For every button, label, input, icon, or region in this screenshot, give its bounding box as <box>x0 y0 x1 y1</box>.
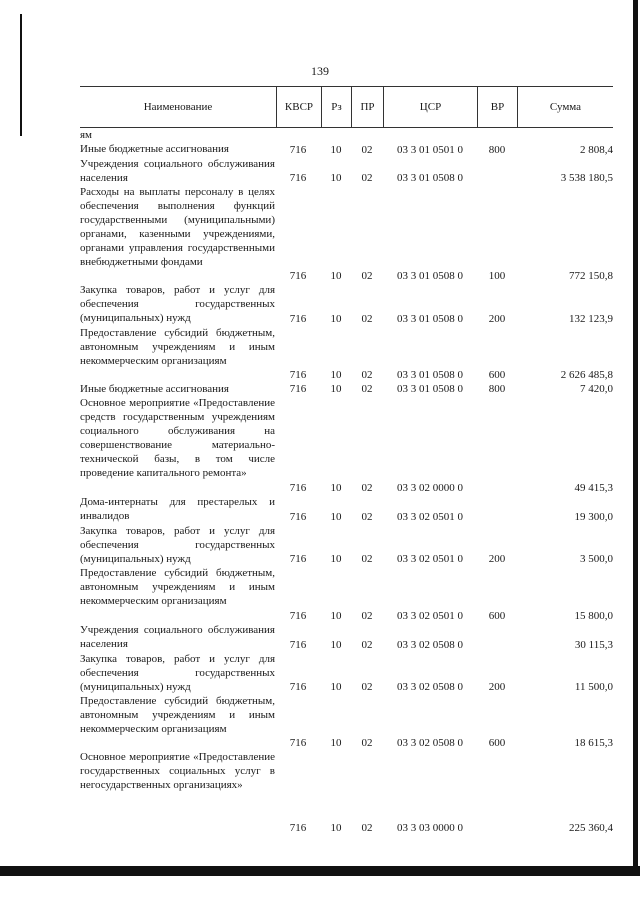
row-pr: 02 <box>361 313 373 325</box>
row-kvsr: 716 <box>289 639 307 651</box>
row-pr: 02 <box>361 172 373 184</box>
header-pr: ПР <box>351 87 383 127</box>
table-row <box>80 142 613 157</box>
row-sum: 7 420,0 <box>580 383 613 395</box>
row-csr: 03 3 01 0508 0 <box>397 369 463 381</box>
table-row <box>80 652 613 694</box>
row-name: ям <box>80 129 93 141</box>
row-pr: 02 <box>361 681 373 693</box>
row-rz: 10 <box>330 172 342 184</box>
row-name: Иные бюджетные ассигнования <box>80 143 229 155</box>
row-vr: 100 <box>488 270 506 282</box>
table-header <box>80 86 613 128</box>
row-pr: 02 <box>361 369 373 381</box>
row-kvsr: 716 <box>289 383 307 395</box>
row-sum: 772 150,8 <box>569 270 613 282</box>
row-csr: 03 3 01 0508 0 <box>397 313 463 325</box>
row-csr: 03 3 02 0000 0 <box>397 482 463 494</box>
row-csr: 03 3 01 0508 0 <box>397 172 463 184</box>
row-vr: 800 <box>488 144 506 156</box>
table-row <box>80 157 613 185</box>
row-name: Предоставление субсидий бюджетным, автономным учреждениям и иным некоммерческим организациям <box>80 695 275 736</box>
row-vr <box>477 171 517 185</box>
row-csr: 03 3 02 0508 0 <box>397 639 463 651</box>
row-kvsr: 716 <box>289 822 307 834</box>
row-pr: 02 <box>361 383 373 395</box>
row-rz: 10 <box>330 313 342 325</box>
table-row <box>80 185 613 283</box>
row-kvsr: 716 <box>289 270 307 282</box>
row-kvsr: 716 <box>289 482 307 494</box>
table-row <box>80 623 613 652</box>
row-rz: 10 <box>330 610 342 622</box>
table-row <box>80 524 613 566</box>
row-vr: 200 <box>488 553 506 565</box>
row-pr: 02 <box>361 639 373 651</box>
row-vr: 600 <box>488 610 506 622</box>
row-csr: 03 3 01 0508 0 <box>397 270 463 282</box>
row-rz: 10 <box>330 511 342 523</box>
row-name: Предоставление субсидий бюджетным, автономным учреждениям и иным некоммерческим организациям <box>80 327 275 368</box>
row-name: Иные бюджетные ассигнования <box>80 383 229 395</box>
row-vr: 600 <box>488 369 506 381</box>
row-name: Расходы на выплаты персоналу в целях обеспечения выполнения функций государственными (муниципальными) органами, казенными учреждениями, органами управления государственными внебюджетными фондами <box>80 186 275 269</box>
header-kvsr: КВСР <box>276 87 321 127</box>
row-sum: 49 415,3 <box>574 482 613 494</box>
table-row <box>80 283 613 326</box>
row-kvsr: 716 <box>289 369 307 381</box>
table-row <box>80 382 613 396</box>
row-vr <box>477 821 517 835</box>
row-sum: 2 808,4 <box>580 144 613 156</box>
row-csr: 03 3 02 0508 0 <box>397 681 463 693</box>
table-row <box>80 326 613 382</box>
row-rz: 10 <box>330 639 342 651</box>
row-kvsr: 716 <box>289 681 307 693</box>
row-csr: 03 3 02 0508 0 <box>397 737 463 749</box>
table-row <box>80 694 613 750</box>
row-sum: 15 800,0 <box>574 610 613 622</box>
row-vr: 200 <box>488 313 506 325</box>
row-sum: 3 538 180,5 <box>560 172 613 184</box>
row-name: Учреждения социального обслуживания населения <box>80 624 275 651</box>
row-sum: 132 123,9 <box>569 313 613 325</box>
row-csr: 03 3 02 0501 0 <box>397 610 463 622</box>
row-sum: 18 615,3 <box>574 737 613 749</box>
row-name: Основное мероприятие «Предоставление государственных социальных услуг в негосударственных организациях» <box>80 751 275 792</box>
row-rz: 10 <box>330 369 342 381</box>
row-sum: 30 115,3 <box>574 639 613 651</box>
page-number: 139 <box>311 64 329 78</box>
row-pr: 02 <box>361 270 373 282</box>
row-csr: 03 3 01 0501 0 <box>397 144 463 156</box>
row-kvsr: 716 <box>289 144 307 156</box>
row-csr: 03 3 02 0501 0 <box>397 553 463 565</box>
row-kvsr: 716 <box>289 610 307 622</box>
row-rz: 10 <box>330 144 342 156</box>
row-vr: 800 <box>488 383 506 395</box>
row-pr: 02 <box>361 822 373 834</box>
row-kvsr: 716 <box>289 313 307 325</box>
row-name: Предоставление субсидий бюджетным, автономным учреждениям и иным некоммерческим организациям <box>80 567 275 608</box>
row-sum: 11 500,0 <box>574 681 613 693</box>
table-row <box>80 750 613 835</box>
row-kvsr: 716 <box>289 172 307 184</box>
row-rz: 10 <box>330 737 342 749</box>
scan-edge-band <box>0 866 640 876</box>
row-name: Закупка товаров, работ и услуг для обеспечения государственных (муниципальных) нужд <box>80 284 275 325</box>
row-csr: 03 3 03 0000 0 <box>397 822 463 834</box>
table-row <box>80 396 613 495</box>
row-vr <box>477 510 517 524</box>
row-rz: 10 <box>330 822 342 834</box>
row-kvsr: 716 <box>289 553 307 565</box>
header-name: Наименование <box>143 101 213 113</box>
row-rz: 10 <box>330 482 342 494</box>
row-name: Основное мероприятие «Предоставление средств государственным учреждениям социального обслуживания на совершенствование материально-технической базы, в том числе проведение капитального ремонта» <box>80 397 275 480</box>
table-row <box>80 128 613 142</box>
table-row <box>80 495 613 524</box>
row-kvsr: 716 <box>289 511 307 523</box>
row-rz: 10 <box>330 270 342 282</box>
header-sum: Сумма <box>517 87 613 127</box>
row-sum: 19 300,0 <box>574 511 613 523</box>
row-pr: 02 <box>361 610 373 622</box>
row-name: Учреждения социального обслуживания населения <box>80 158 275 185</box>
row-rz: 10 <box>330 681 342 693</box>
row-vr <box>477 638 517 652</box>
row-pr: 02 <box>361 511 373 523</box>
row-pr: 02 <box>361 144 373 156</box>
table-row <box>80 566 613 623</box>
row-rz: 10 <box>330 553 342 565</box>
header-csr: ЦСР <box>383 87 477 127</box>
row-name: Дома-интернаты для престарелых и инвалидов <box>80 496 275 523</box>
row-kvsr: 716 <box>289 737 307 749</box>
row-vr <box>477 481 517 495</box>
row-name: Закупка товаров, работ и услуг для обеспечения государственных (муниципальных) нужд <box>80 525 275 566</box>
row-pr: 02 <box>361 482 373 494</box>
row-rz: 10 <box>330 383 342 395</box>
row-csr: 03 3 02 0501 0 <box>397 511 463 523</box>
header-vr: ВР <box>477 87 517 127</box>
row-pr: 02 <box>361 737 373 749</box>
row-sum: 2 626 485,8 <box>560 369 613 381</box>
scan-edge-line <box>633 0 638 872</box>
row-sum: 225 360,4 <box>569 822 613 834</box>
row-pr: 02 <box>361 553 373 565</box>
header-rz: Рз <box>321 87 351 127</box>
row-sum: 3 500,0 <box>580 553 613 565</box>
row-vr: 200 <box>488 681 506 693</box>
row-vr: 600 <box>488 737 506 749</box>
row-csr: 03 3 01 0508 0 <box>397 383 463 395</box>
row-name: Закупка товаров, работ и услуг для обеспечения государственных (муниципальных) нужд <box>80 653 275 694</box>
